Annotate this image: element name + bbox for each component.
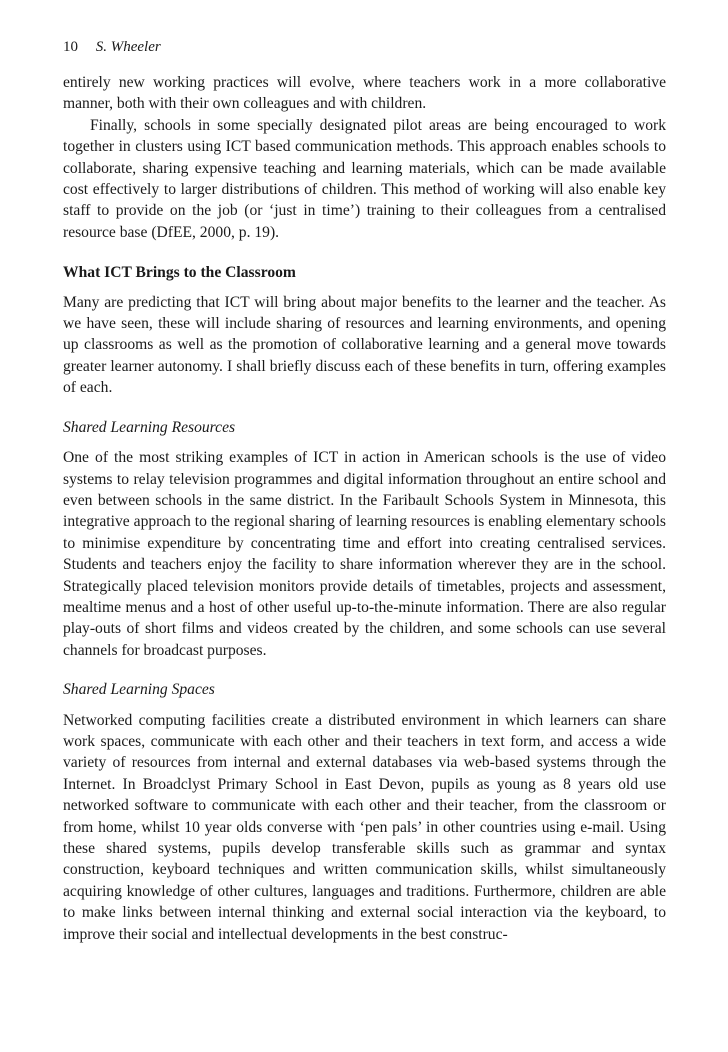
- section-heading: What ICT Brings to the Classroom: [63, 264, 296, 282]
- subsection-heading-resources: Shared Learning Resources: [63, 418, 236, 436]
- paragraph-continuation: entirely new working practices will evolve, where teachers work in a more collaborative manner, both with their own colleagues and with children.: [63, 74, 666, 113]
- paragraph-shared-spaces: Networked computing facilities create a distributed environment in which learners can share work spaces, communicate with each other and their teachers in text form, and access a wide variety of resources from internal and external databases via web-based systems through the Internet. In Broadclyst Primary School in East Devon, pupils as young as 8 years old use networked software to communicate with each other and their teacher, from the classroom or from home, whilst 10 year olds converse with ‘pen pals’ in other countries using e-mail. Using these shared systems, pupils develop transferable skills such as grammar and syntax construction, keyboard techniques and written communication skills, whilst simultaneously acquiring knowledge of other cultures, languages and traditions. Furthermore, children are able to make links between internal thinking and external social interaction via the keyboard, to improve their social and intellectual developments in the best construc-: [63, 711, 666, 943]
- subsection-heading-spaces: Shared Learning Spaces: [63, 681, 215, 699]
- page-number: 10: [63, 39, 78, 55]
- running-head-author: S. Wheeler: [95, 39, 161, 55]
- paragraph-shared-resources: One of the most striking examples of ICT in action in American schools is the use of video systems to relay television programmes and digital information throughout an entire school and even between schools in the same district. In the Faribault Schools System in Minnesota, this integrative approach to the regional sharing of learning resources is enabling elementary schools to minimise expenditure by concentrating time and effort into creating centralised services. Students and teachers enjoy the facility to share information wherever they are in the school. Strategically placed television monitors provide details of timetables, projects and assessment, mealtime menus and a host of other useful up-to-the-minute information. There are also regular play-outs of short films and videos created by the children, and some schools can use several channels for broadcast purposes.: [63, 449, 666, 659]
- running-head: [63, 36, 666, 58]
- paragraph-benefits: Many are predicting that ICT will bring about major benefits to the learner and the teacher. As we have seen, these will include sharing of resources and learning environments, and opening up classrooms as well as the promotion of collaborative learning and a general move towards greater learner autonomy. I shall briefly discuss each of these benefits in turn, offering examples of each.: [63, 293, 666, 397]
- paragraph-pilot-areas: Finally, schools in some specially designated pilot areas are being encouraged to work together in clusters using ICT based communication methods. This approach enables schools to collaborate, sharing expensive teaching and learning materials, which can be made available cost effectively to larger distributions of children. This method of working will also enable key staff to provide on the job (or ‘just in time’) training to their colleagues from a centralised resource base (DfEE, 2000, p. 19).: [63, 116, 666, 241]
